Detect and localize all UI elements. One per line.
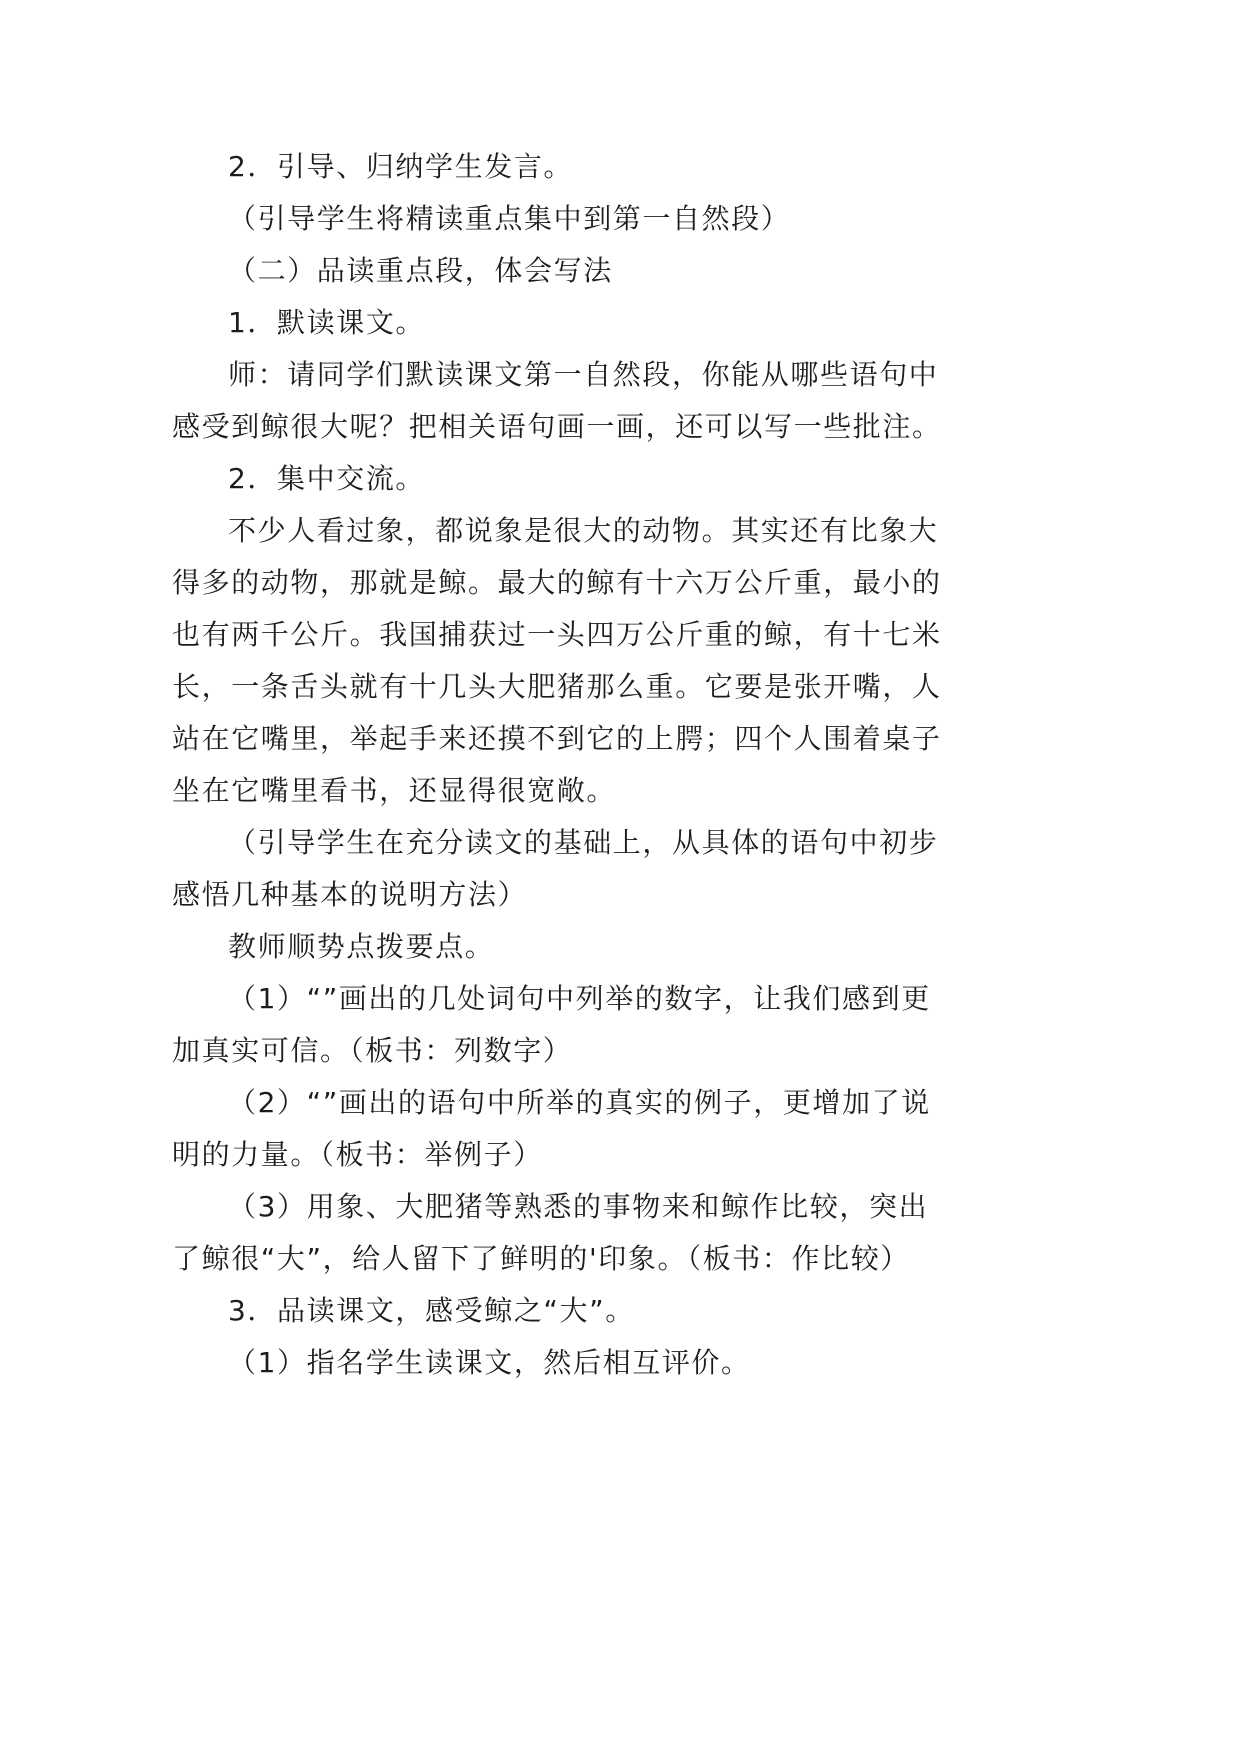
text-line: （1）指名学生读课文，然后相互评价。	[228, 1346, 751, 1379]
text-line: 站在它嘴里，举起手来还摸不到它的上腭；四个人围着桌子	[172, 722, 942, 755]
text-line: 得多的动物，那就是鲸。最大的鲸有十六万公斤重，最小的	[172, 566, 942, 599]
paragraph-substep-1	[172, 1337, 1172, 1389]
document-body	[172, 141, 1172, 1389]
paragraph-point-1	[172, 973, 1172, 1077]
text-line: （1）“”画出的几处词句中列举的数字，让我们感到更	[228, 982, 931, 1015]
text-line: 加真实可信。（板书：列数字）	[172, 1034, 573, 1067]
text-line: （3）用象、大肥猪等熟悉的事物来和鲸作比较，突出	[228, 1190, 929, 1223]
text-line: 教师顺势点拨要点。	[228, 930, 495, 963]
text-line: 了鲸很“大”，给人留下了鲜明的'印象。（板书：作比较）	[172, 1242, 910, 1275]
text-line: 1．默读课文。	[228, 306, 426, 339]
paragraph-point-2	[172, 1077, 1172, 1181]
text-line: 感悟几种基本的说明方法）	[172, 878, 528, 911]
text-line: （引导学生在充分读文的基础上，从具体的语句中初步	[228, 826, 939, 859]
text-line: 也有两千公斤。我国捕获过一头四万公斤重的鲸，有十七米	[172, 618, 942, 651]
text-line: 不少人看过象，都说象是很大的动物。其实还有比象大	[228, 514, 939, 547]
paragraph-note-methods	[172, 817, 1172, 921]
text-line: 师：请同学们默读课文第一自然段，你能从哪些语句中	[228, 358, 939, 391]
paragraph-point-3	[172, 1181, 1172, 1285]
text-line: 3．品读课文，感受鲸之“大”。	[228, 1294, 635, 1327]
text-line: 长，一条舌头就有十几头大肥猪那么重。它要是张开嘴，人	[172, 670, 942, 703]
paragraph-step-1-read	[172, 297, 1172, 349]
paragraph-teacher-prompt	[172, 349, 1172, 453]
text-line: 坐在它嘴里看书，还显得很宽敞。	[172, 774, 617, 807]
text-line: 感受到鲸很大呢？把相关语句画一画，还可以写一些批注。	[172, 410, 942, 443]
text-line: 明的力量。（板书：举例子）	[172, 1138, 543, 1171]
paragraph-step-3-read	[172, 1285, 1172, 1337]
text-line: （二）品读重点段，体会写法	[228, 254, 613, 287]
text-line: 2．引导、归纳学生发言。	[228, 150, 574, 183]
paragraph-quoted-text	[172, 505, 1172, 817]
section-heading	[172, 245, 1172, 297]
paragraph-step-2-guide	[172, 141, 1172, 193]
paragraph-teacher-points	[172, 921, 1172, 973]
text-line: （引导学生将精读重点集中到第一自然段）	[228, 202, 791, 235]
paragraph-note-focus	[172, 193, 1172, 245]
text-line: 2．集中交流。	[228, 462, 426, 495]
text-line: （2）“”画出的语句中所举的真实的例子，更增加了说	[228, 1086, 931, 1119]
paragraph-step-2-discuss	[172, 453, 1172, 505]
